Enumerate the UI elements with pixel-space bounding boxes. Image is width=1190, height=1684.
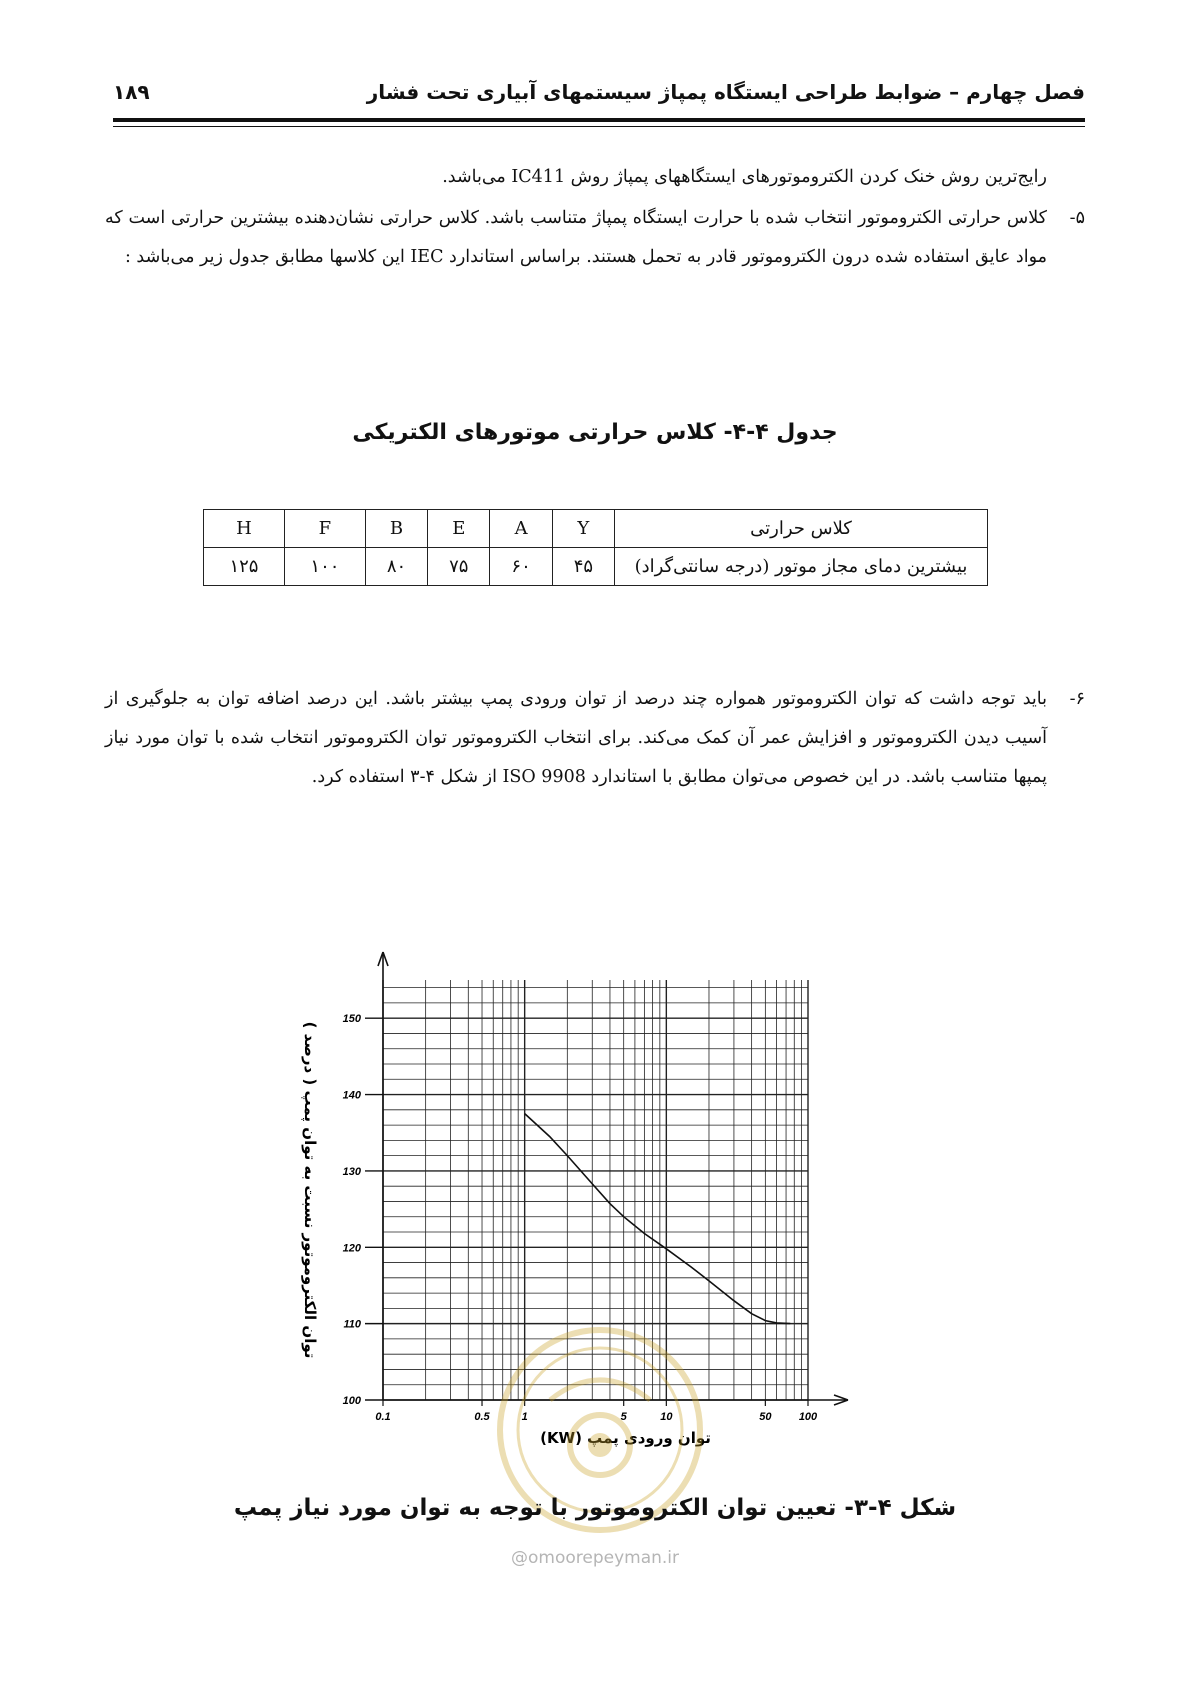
x-axis-label: توان ورودی پمپ (KW) [540,1429,711,1447]
temp-cell: ۶۰ [490,548,552,586]
y-tick-label: 120 [342,1242,361,1255]
y-tick-label: 110 [343,1318,361,1331]
temp-cell: ۴۵ [552,548,614,586]
item-5-paragraph [105,199,1085,277]
x-tick-label: 0.5 [474,1411,490,1423]
y-tick-label: 140 [342,1089,361,1102]
page-header [113,72,1085,112]
page-number: ۱۸۹ [113,80,150,104]
table-caption: جدول ۴-۴- کلاس حرارتی موتورهای الکتریکی [352,420,838,445]
figure-caption: شکل ۴-۳- تعیین توان الکتروموتور با توجه به توان مورد نیاز پمپ [233,1495,957,1521]
chapter-title: فصل چهارم – ضوابط طراحی ایستگاه پمپاژ سیستمهای آبیاری تحت فشار [366,80,1085,104]
x-tick-label: 10 [660,1411,673,1423]
x-tick-label: 0.1 [375,1411,391,1423]
y-axis-label: توان الکتروموتور نسبت به توان پمپ ( درصد ) [301,1021,319,1359]
watermark: @omoorepeyman.ir [510,1548,680,1568]
class-cell: A [490,510,552,548]
item-6-text: باید توجه داشت که توان الکتروموتور همواره چند درصد از توان ورودی پمپ بیشتر باشد. این درصد اضافه توان به جلوگیری از آسیب دیدن الکتروموتور و افزایش عمر آن کمک می‌کند. برای انتخاب الکتروموتور توان الکتروموتور انتخاب شده با توان مورد نیاز پمپها متناسب باشد. در این خصوص می‌توان مطابق با استاندارد ISO 9908 از شکل ۴-۳ استفاده کرد. [105,689,1047,787]
header-rule-thick [113,118,1085,122]
class-cell: Y [552,510,614,548]
y-tick-label: 150 [342,1013,361,1026]
series-line [525,1114,791,1324]
intro-paragraph: رایج‌ترین روش خنک کردن الکتروموتورهای ایستگاههای پمپاژ روش IC411 می‌باشد. [442,167,1047,187]
row-label-temp: بیشترین دمای مجاز موتور (درجه سانتی‌گراد) [615,548,988,586]
x-tick-label: 50 [759,1411,772,1423]
table-row-temps [204,548,988,586]
row-label-class: کلاس حرارتی [615,510,988,548]
header-rule-thin [113,126,1085,127]
item-6-paragraph [105,680,1085,797]
x-tick-label: 5 [620,1411,627,1423]
temp-cell: ۸۰ [365,548,427,586]
x-tick-label: 100 [798,1411,818,1423]
class-cell: B [365,510,427,548]
y-tick-label: 130 [342,1165,361,1178]
temp-cell: ۱۰۰ [284,548,365,586]
table-row-classes [204,510,988,548]
y-tick-label: 100 [342,1395,361,1407]
class-cell: H [204,510,285,548]
class-cell: E [428,510,490,548]
class-cell: F [284,510,365,548]
x-tick-label: 1 [521,1411,528,1423]
thermal-class-table [203,509,988,586]
item-5-text: کلاس حرارتی الکتروموتور انتخاب شده با حرارت ایستگاه پمپاژ متناسب باشد. کلاس حرارتی نشان‌دهنده بیشترین حرارتی است که مواد عایق استفاده شده درون الکتروموتور قادر به تحمل هستند. براساس استاندارد IEC این کلاسها مطابق جدول زیر می‌باشد : [105,208,1047,267]
item-6-number: ۶- [1069,689,1085,709]
temp-cell: ۱۲۵ [204,548,285,586]
temp-cell: ۷۵ [428,548,490,586]
item-5-number: ۵- [1069,208,1085,228]
